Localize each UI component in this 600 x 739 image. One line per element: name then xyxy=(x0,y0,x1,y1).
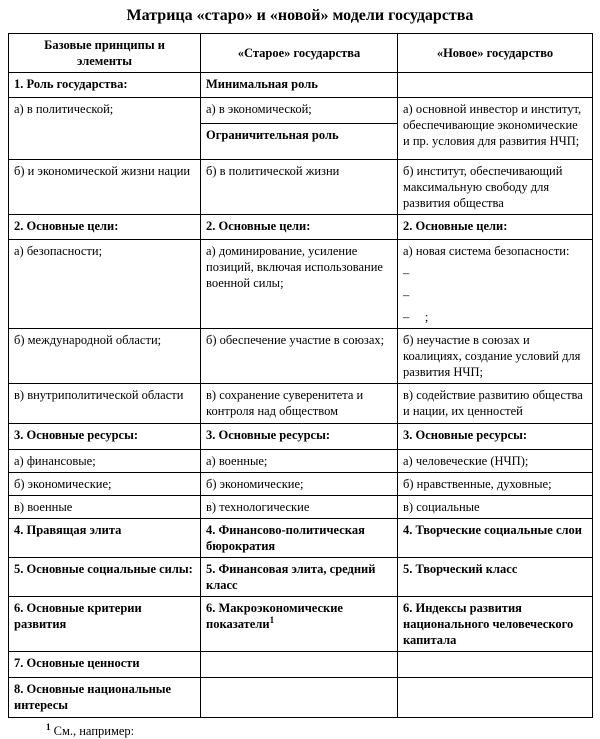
table-row xyxy=(9,98,593,124)
cell-resources-b-right: б) нравственные, духовные; xyxy=(398,473,593,496)
cell-empty xyxy=(398,652,593,678)
footnote-marker: 1 xyxy=(46,721,51,732)
cell-resources-v-right: в) социальные xyxy=(398,496,593,519)
cell-criteria-left: 6. Основные критерии развития xyxy=(9,597,201,652)
cell-resources-v-middle: в) технологические xyxy=(201,496,398,519)
cell-empty xyxy=(398,73,593,98)
cell-goals-b-right: б) неучастие в союзах и коалициях, создание условий для развития НЧП; xyxy=(398,329,593,384)
dash-list-item: – xyxy=(403,288,410,302)
table-row xyxy=(9,384,593,424)
cell-empty xyxy=(201,652,398,678)
cell-resources-b-left: б) экономические; xyxy=(9,473,201,496)
table-row xyxy=(9,450,593,473)
cell-resources-title-right: 3. Основные ресурсы: xyxy=(398,424,593,450)
table-row xyxy=(9,473,593,496)
cell-goals-a-left: а) безопасности; xyxy=(9,240,201,329)
cell-goals-a-right-title: а) новая система безопасности: xyxy=(403,244,570,258)
column-header-base-principles: Базовые принципы и элементы xyxy=(9,34,201,73)
table-row xyxy=(9,73,593,98)
footnote-text: См., например: xyxy=(53,724,135,738)
cell-values-left: 7. Основные ценности xyxy=(9,652,201,678)
cell-goals-b-middle: б) обеспечение участие в союзах; xyxy=(201,329,398,384)
cell-goals-title-right: 2. Основные цели: xyxy=(398,215,593,240)
table-row xyxy=(9,678,593,718)
cell-resources-title-middle: 3. Основные ресурсы: xyxy=(201,424,398,450)
cell-elite-middle: 4. Финансово-политическая бюрократия xyxy=(201,519,398,558)
cell-social-forces-left: 5. Основные социальные силы: xyxy=(9,558,201,597)
cell-resources-title-left: 3. Основные ресурсы: xyxy=(9,424,201,450)
cell-elite-right: 4. Творческие социальные слои xyxy=(398,519,593,558)
cell-empty xyxy=(398,678,593,718)
cell-empty xyxy=(201,678,398,718)
cell-criteria-right: 6. Индексы развития национального человеческого капитала xyxy=(398,597,593,652)
cell-minimal-role: Минимальная роль xyxy=(201,73,398,98)
cell-goals-v-right: в) содействие развитию общества и нации, их ценностей xyxy=(398,384,593,424)
cell-criteria-middle-text: 6. Макроэкономические показатели xyxy=(206,601,343,631)
cell-role-a-right: а) основной инвестор и институт, обеспечивающие экономические и пр. условия для развития НЧП; xyxy=(398,98,593,160)
cell-role-title: 1. Роль государства: xyxy=(9,73,201,98)
cell-goals-b-left: б) международной области; xyxy=(9,329,201,384)
table-row xyxy=(9,496,593,519)
cell-resources-a-left: а) финансовые; xyxy=(9,450,201,473)
cell-criteria-middle xyxy=(201,597,398,652)
cell-role-a-middle-top: а) в экономической; xyxy=(201,98,398,124)
cell-goals-a-right xyxy=(398,240,593,329)
cell-resources-a-middle: а) военные; xyxy=(201,450,398,473)
cell-goals-title-left: 2. Основные цели: xyxy=(9,215,201,240)
cell-resources-v-left: в) военные xyxy=(9,496,201,519)
cell-social-forces-right: 5. Творческий класс xyxy=(398,558,593,597)
cell-goals-v-middle: в) сохранение суверенитета и контроля над обществом xyxy=(201,384,398,424)
page-title: Матрица «старо» и «новой» модели государства xyxy=(126,7,474,24)
cell-goals-v-left: в) внутриполитической области xyxy=(9,384,201,424)
cell-role-b-middle: б) в политической жизни xyxy=(201,160,398,215)
table-header-row xyxy=(9,34,593,73)
cell-goals-title-middle: 2. Основные цели: xyxy=(201,215,398,240)
footnote-reference: 1 xyxy=(269,614,275,625)
column-header-old-state: «Старое» государства xyxy=(201,34,398,73)
dash-list-item: – xyxy=(403,266,410,280)
cell-elite-left: 4. Правящая элита xyxy=(9,519,201,558)
cell-role-a-left: а) в политической; xyxy=(9,98,201,160)
cell-restrictive-role: Ограничительная роль xyxy=(201,124,398,160)
table-row xyxy=(9,215,593,240)
cell-resources-b-middle: б) экономические; xyxy=(201,473,398,496)
matrix-table xyxy=(8,33,593,718)
table-row xyxy=(9,240,593,329)
table-row xyxy=(9,652,593,678)
column-header-new-state: «Новое» государство xyxy=(398,34,593,73)
table-row xyxy=(9,558,593,597)
cell-interests-left: 8. Основные национальные интересы xyxy=(9,678,201,718)
cell-role-b-right: б) институт, обеспечивающий максимальную свободу для развития общества xyxy=(398,160,593,215)
cell-goals-a-middle: а) доминирование, усиление позиций, включая использование военной силы; xyxy=(201,240,398,329)
table-row xyxy=(9,329,593,384)
table-row xyxy=(9,160,593,215)
table-row xyxy=(9,519,593,558)
cell-role-b-left: б) и экономической жизни нации xyxy=(9,160,201,215)
dash-list-item: – ; xyxy=(403,310,429,324)
table-row xyxy=(9,597,593,652)
cell-social-forces-middle: 5. Финансовая элита, средний класс xyxy=(201,558,398,597)
cell-resources-a-right: а) человеческие (НЧП); xyxy=(398,450,593,473)
table-row xyxy=(9,424,593,450)
footnote xyxy=(46,723,600,739)
